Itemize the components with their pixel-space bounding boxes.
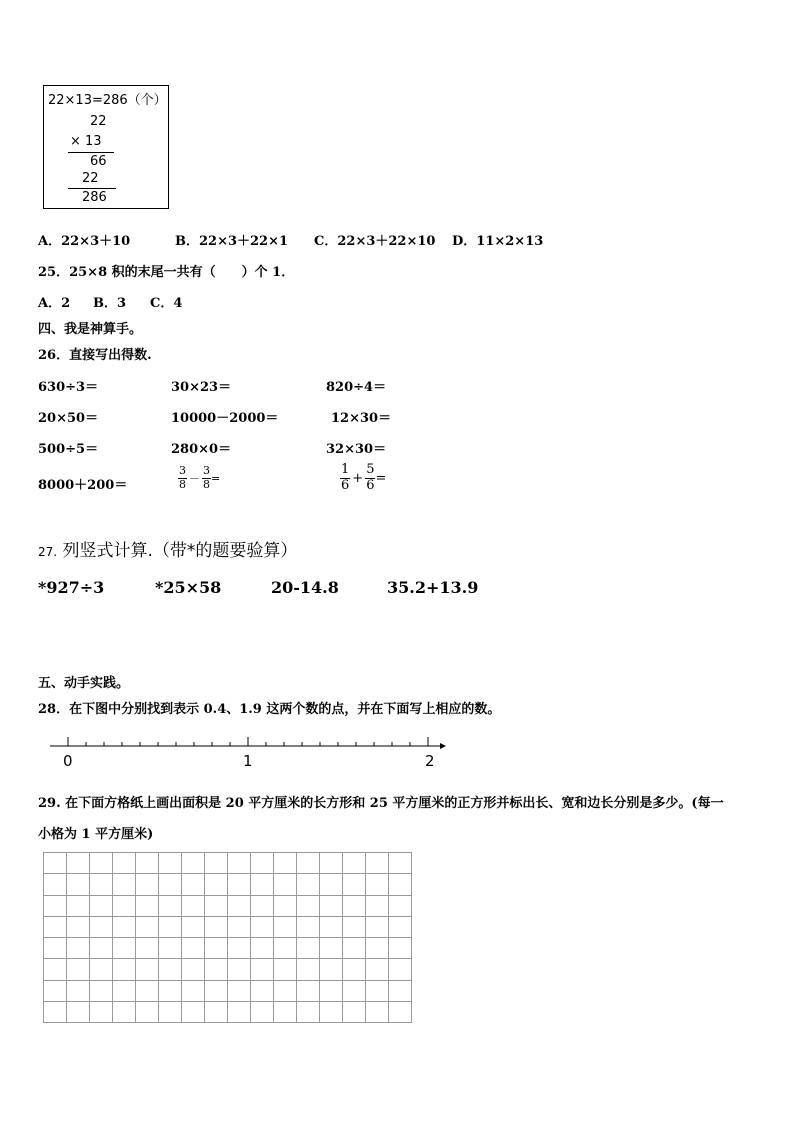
grid-cell[interactable] — [251, 853, 274, 874]
square-grid-paper[interactable] — [43, 852, 412, 1023]
fraction-expression-1 — [178, 465, 220, 491]
grid-cell[interactable] — [251, 917, 274, 938]
q26-item: 820÷4＝ — [326, 380, 387, 395]
grid-cell[interactable] — [389, 917, 412, 938]
grid-cell[interactable] — [205, 853, 228, 874]
grid-cell[interactable] — [113, 1002, 136, 1023]
grid-cell[interactable] — [159, 917, 182, 938]
grid-cell[interactable] — [182, 1002, 205, 1023]
grid-cell[interactable] — [297, 874, 320, 895]
grid-cell[interactable] — [320, 981, 343, 1002]
grid-cell[interactable] — [389, 896, 412, 917]
grid-cell[interactable] — [44, 1002, 67, 1023]
q27-title: 列竖式计算.（带*的题要验算） — [62, 541, 298, 561]
grid-cell[interactable] — [113, 853, 136, 874]
grid-cell[interactable] — [366, 938, 389, 959]
grid-cell[interactable] — [320, 896, 343, 917]
operator: － — [189, 472, 200, 486]
grid-cell[interactable] — [366, 1002, 389, 1023]
grid-cell[interactable] — [205, 874, 228, 895]
grid-cell[interactable] — [389, 938, 412, 959]
grid-cell[interactable] — [274, 896, 297, 917]
grid-cell[interactable] — [182, 874, 205, 895]
operator: + — [352, 470, 364, 486]
grid-cell[interactable] — [90, 853, 113, 874]
grid-cell[interactable] — [205, 938, 228, 959]
grid-cell[interactable] — [297, 917, 320, 938]
q26-item: 12×30＝ — [331, 411, 392, 426]
grid-cell[interactable] — [389, 981, 412, 1002]
grid-cell[interactable] — [44, 874, 67, 895]
equals-sign: = — [211, 471, 221, 485]
q27-item: 20-14.8 — [271, 578, 339, 597]
grid-cell[interactable] — [389, 853, 412, 874]
grid-cell[interactable] — [274, 981, 297, 1002]
grid-cell[interactable] — [297, 938, 320, 959]
grid-cell[interactable] — [44, 853, 67, 874]
grid-cell[interactable] — [228, 896, 251, 917]
grid-cell[interactable] — [274, 959, 297, 980]
grid-cell[interactable] — [274, 938, 297, 959]
q26-item: 32×30＝ — [326, 442, 387, 457]
grid-cell[interactable] — [113, 917, 136, 938]
fraction — [365, 463, 375, 494]
grid-cell[interactable] — [297, 981, 320, 1002]
grid-cell[interactable] — [90, 1002, 113, 1023]
grid-cell[interactable] — [205, 959, 228, 980]
grid-cell[interactable] — [159, 896, 182, 917]
denominator: 8 — [203, 477, 210, 491]
q26-item: 20×50＝ — [38, 411, 99, 426]
grid-cell[interactable] — [136, 959, 159, 980]
q29-line-1: 29. 在下面方格纸上画出面积是 20 平方厘米的长方形和 25 平方厘米的正方形并标出长、宽和边长分别是多少。(每一 — [38, 796, 724, 811]
q25-option-b: B．3 — [93, 296, 127, 311]
grid-cell[interactable] — [274, 917, 297, 938]
numerator: 3 — [179, 464, 186, 477]
grid-cell[interactable] — [67, 1002, 90, 1023]
numerator: 3 — [203, 464, 210, 477]
grid-cell[interactable] — [182, 938, 205, 959]
section-5-title: 五、动手实践。 — [38, 676, 130, 691]
denominator: 6 — [341, 477, 350, 493]
grid-cell[interactable] — [274, 1002, 297, 1023]
calc-header: 22×13=286（个） — [48, 93, 167, 108]
fraction-expression-2 — [340, 463, 386, 494]
grid-cell[interactable] — [320, 874, 343, 895]
q25-option-c: C．4 — [150, 296, 183, 311]
grid-cell[interactable] — [297, 896, 320, 917]
grid-cell[interactable] — [320, 938, 343, 959]
fraction — [202, 465, 211, 491]
grid-cell[interactable] — [159, 981, 182, 1002]
q27-item: *25×58 — [155, 578, 222, 597]
fraction — [340, 463, 350, 494]
grid-cell[interactable] — [205, 981, 228, 1002]
q26-item: 10000－2000＝ — [171, 411, 279, 426]
grid-cell[interactable] — [343, 981, 366, 1002]
grid-cell[interactable] — [251, 874, 274, 895]
grid-cell[interactable] — [343, 896, 366, 917]
grid-cell[interactable] — [297, 959, 320, 980]
q24-option-c: C．22×3＋22×10 — [314, 234, 436, 249]
q27-item: *927÷3 — [38, 578, 105, 597]
grid-cell[interactable] — [67, 917, 90, 938]
grid-cell[interactable] — [251, 938, 274, 959]
grid-cell[interactable] — [251, 959, 274, 980]
denominator: 6 — [366, 477, 375, 493]
numerator: 5 — [366, 462, 375, 477]
grid-cell[interactable] — [366, 853, 389, 874]
grid-cell[interactable] — [297, 853, 320, 874]
q25-option-a: A．2 — [38, 296, 71, 311]
grid-cell[interactable] — [113, 896, 136, 917]
grid-cell[interactable] — [205, 896, 228, 917]
grid-cell[interactable] — [113, 959, 136, 980]
grid-cell[interactable] — [44, 917, 67, 938]
grid-cell[interactable] — [366, 917, 389, 938]
grid-cell[interactable] — [90, 874, 113, 895]
calc-partial-2: 22 — [82, 171, 99, 186]
grid-cell[interactable] — [67, 981, 90, 1002]
vertical-multiplication-box — [43, 85, 169, 209]
grid-cell[interactable] — [389, 1002, 412, 1023]
grid-cell[interactable] — [297, 1002, 320, 1023]
equals-sign: = — [375, 470, 387, 486]
grid-cell[interactable] — [44, 938, 67, 959]
grid-cell[interactable] — [67, 938, 90, 959]
grid-cell[interactable] — [90, 896, 113, 917]
grid-cell[interactable] — [44, 981, 67, 1002]
grid-cell[interactable] — [182, 917, 205, 938]
grid-cell[interactable] — [366, 874, 389, 895]
q24-option-b: B．22×3＋22×1 — [175, 234, 289, 249]
q26-item: 30×23＝ — [171, 380, 232, 395]
q27-heading — [38, 536, 297, 561]
grid-cell[interactable] — [113, 938, 136, 959]
grid-cell[interactable] — [228, 959, 251, 980]
grid-cell[interactable] — [228, 874, 251, 895]
number-line-label-2: 2 — [425, 752, 435, 770]
q24-option-d: D．11×2×13 — [452, 234, 544, 249]
grid-cell[interactable] — [44, 959, 67, 980]
grid-cell[interactable] — [182, 959, 205, 980]
grid-cell[interactable] — [343, 959, 366, 980]
q24-option-a: A．22×3＋10 — [38, 234, 131, 249]
grid-cell[interactable] — [136, 917, 159, 938]
denominator: 8 — [179, 477, 186, 491]
grid-cell[interactable] — [90, 981, 113, 1002]
grid-cell[interactable] — [159, 874, 182, 895]
q27-item: 35.2+13.9 — [387, 578, 479, 597]
grid-cell[interactable] — [366, 981, 389, 1002]
grid-cell[interactable] — [366, 959, 389, 980]
grid-cell[interactable] — [205, 917, 228, 938]
grid-cell[interactable] — [251, 1002, 274, 1023]
grid-cell[interactable] — [159, 853, 182, 874]
grid-cell[interactable] — [90, 959, 113, 980]
grid-cell[interactable] — [343, 874, 366, 895]
grid-cell[interactable] — [320, 917, 343, 938]
q29-line-2: 小格为 1 平方厘米) — [38, 827, 154, 842]
grid-cell[interactable] — [44, 896, 67, 917]
grid-cell[interactable] — [251, 896, 274, 917]
grid-cell[interactable] — [182, 896, 205, 917]
grid-cell[interactable] — [113, 981, 136, 1002]
grid-cell[interactable] — [182, 981, 205, 1002]
grid-cell[interactable] — [182, 853, 205, 874]
number-line — [50, 734, 450, 750]
grid-cell[interactable] — [136, 1002, 159, 1023]
grid-cell[interactable] — [67, 959, 90, 980]
q26-item: 280×0＝ — [171, 442, 232, 457]
grid-cell[interactable] — [343, 938, 366, 959]
grid-cell[interactable] — [343, 1002, 366, 1023]
q26-item: 8000＋200＝ — [38, 478, 128, 493]
grid-cell[interactable] — [320, 959, 343, 980]
grid-cell[interactable] — [228, 981, 251, 1002]
calc-partial-1: 66 — [90, 154, 107, 169]
calc-rule-2 — [68, 188, 116, 189]
grid-cell[interactable] — [67, 853, 90, 874]
numerator: 1 — [341, 462, 350, 477]
grid-cell[interactable] — [159, 938, 182, 959]
grid-cell[interactable] — [389, 874, 412, 895]
grid-cell[interactable] — [90, 938, 113, 959]
grid-cell[interactable] — [67, 874, 90, 895]
grid-cell[interactable] — [228, 1002, 251, 1023]
grid-cell[interactable] — [366, 896, 389, 917]
section-4-title: 四、我是神算手。 — [38, 322, 143, 337]
calc-multiplier: × 13 — [70, 134, 102, 149]
grid-cell[interactable] — [343, 917, 366, 938]
grid-cell[interactable] — [90, 917, 113, 938]
grid-cell[interactable] — [136, 853, 159, 874]
grid-cell[interactable] — [274, 874, 297, 895]
calc-top-number: 22 — [90, 114, 107, 129]
number-line-label-1: 1 — [243, 752, 253, 770]
grid-cell[interactable] — [136, 938, 159, 959]
calc-result: 286 — [82, 190, 107, 205]
grid-cell[interactable] — [136, 981, 159, 1002]
number-line-arrow — [440, 743, 446, 749]
q26-item: 630÷3＝ — [38, 380, 99, 395]
grid-cell[interactable] — [67, 896, 90, 917]
grid-cell[interactable] — [228, 938, 251, 959]
grid-cell[interactable] — [320, 853, 343, 874]
fraction — [178, 465, 187, 491]
grid-cell[interactable] — [228, 853, 251, 874]
calc-rule-1 — [68, 152, 114, 153]
grid-cell[interactable] — [159, 959, 182, 980]
grid-cell[interactable] — [205, 1002, 228, 1023]
grid-cell[interactable] — [251, 981, 274, 1002]
grid-cell[interactable] — [113, 874, 136, 895]
grid-cell[interactable] — [136, 896, 159, 917]
q25-stem: 25．25×8 积的末尾一共有（ ）个 1． — [38, 265, 295, 280]
grid-cell[interactable] — [343, 853, 366, 874]
grid-cell[interactable] — [228, 917, 251, 938]
q27-number: 27. — [38, 545, 58, 559]
grid-cell[interactable] — [159, 1002, 182, 1023]
number-line-ticks — [68, 737, 428, 746]
grid-cell[interactable] — [136, 874, 159, 895]
number-line-label-0: 0 — [63, 752, 73, 770]
q26-item: 500÷5＝ — [38, 442, 99, 457]
q28-stem: 28．在下图中分别找到表示 0.4、1.9 这两个数的点，并在下面写上相应的数。 — [38, 702, 501, 717]
grid-cell[interactable] — [389, 959, 412, 980]
grid-cell[interactable] — [320, 1002, 343, 1023]
grid-cell[interactable] — [274, 853, 297, 874]
q26-stem: 26．直接写出得数. — [38, 348, 152, 363]
